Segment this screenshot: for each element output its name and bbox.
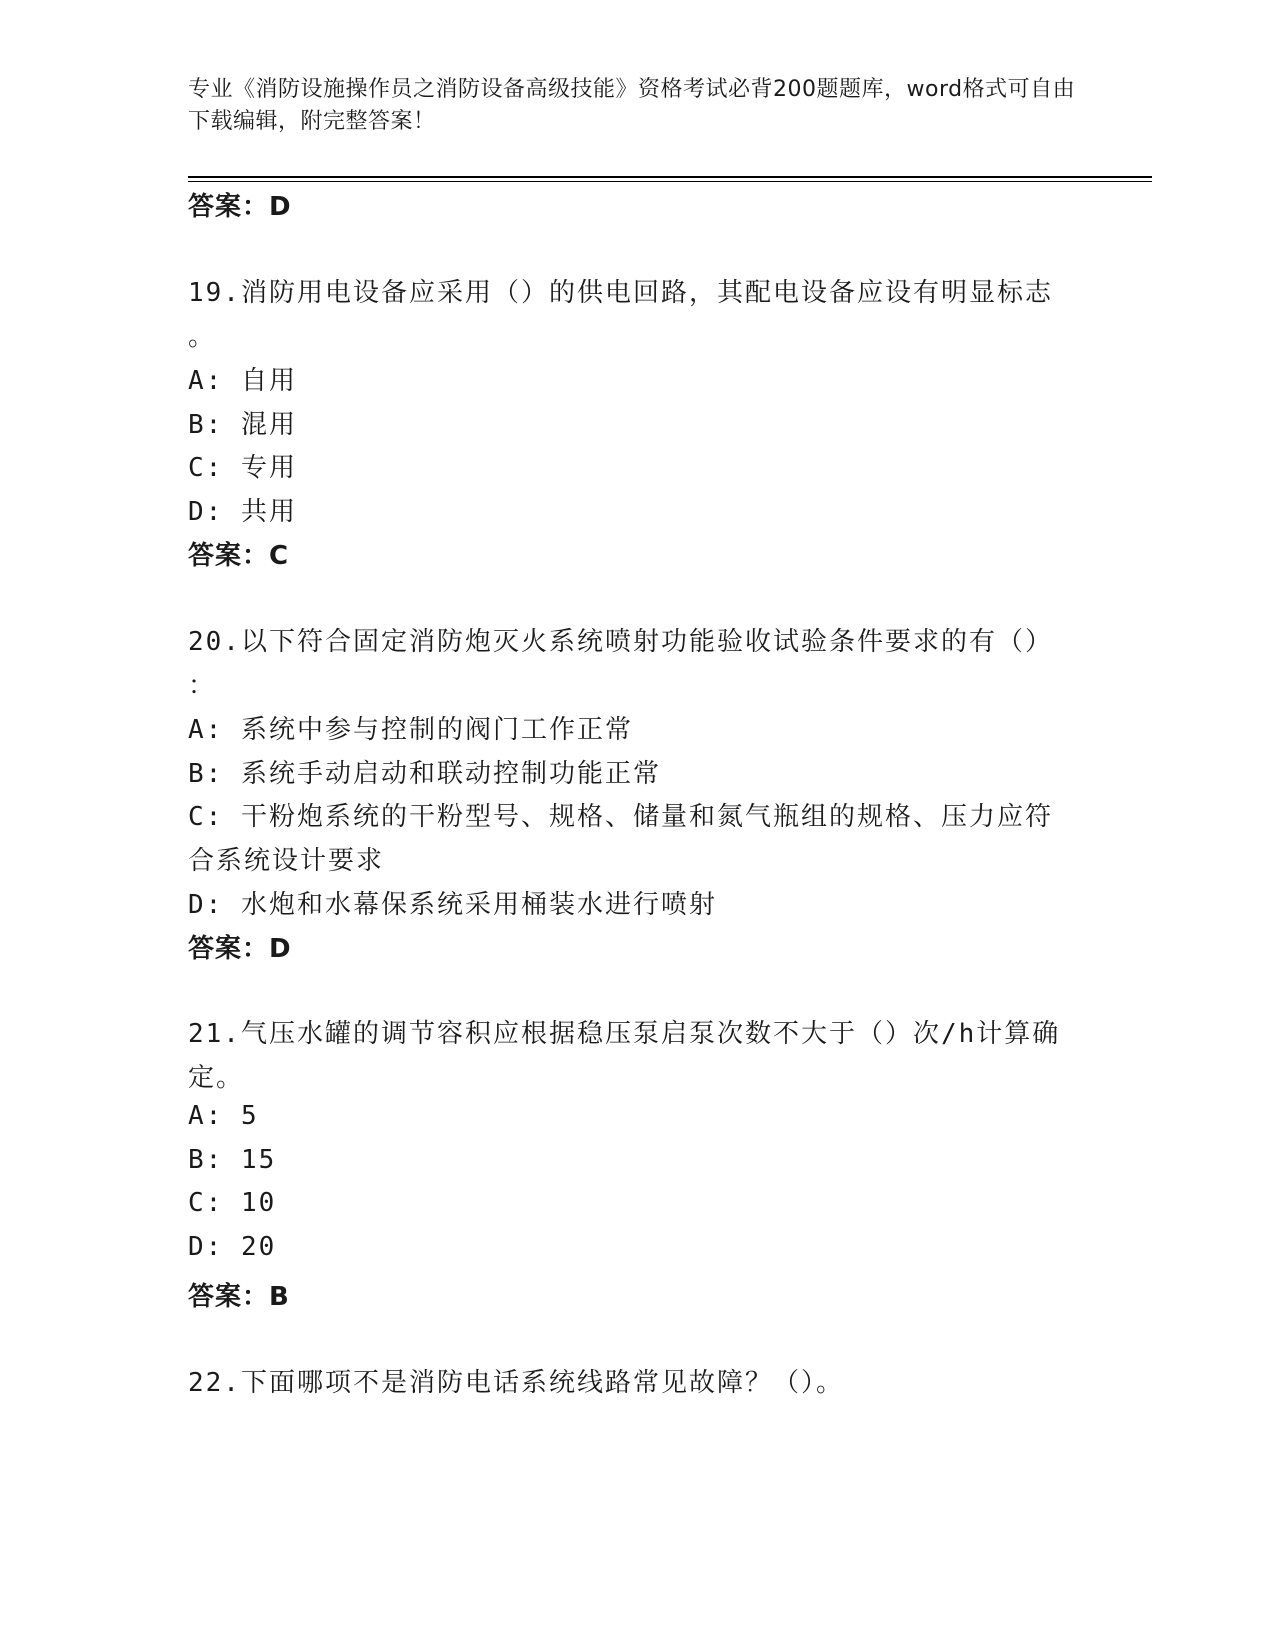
question-21-option-a: A: 5 bbox=[188, 1101, 259, 1131]
answer-line-20 bbox=[188, 928, 292, 965]
question-20-stem-cont: ： bbox=[188, 671, 217, 701]
answer-line-18 bbox=[188, 186, 292, 223]
question-20-stem: 20.以下符合固定消防炮灭火系统喷射功能验收试验条件要求的有（） bbox=[188, 627, 1053, 657]
answer-label: 答案： bbox=[188, 934, 270, 964]
question-21-option-c: C: 10 bbox=[188, 1188, 277, 1218]
question-21-option-d: D: 20 bbox=[188, 1232, 277, 1262]
header-divider-thin bbox=[188, 181, 1152, 182]
question-21-stem-cont: 定。 bbox=[188, 1063, 245, 1093]
question-19-option-c: C: 专用 bbox=[188, 453, 297, 483]
header-divider-thick bbox=[188, 176, 1152, 178]
answer-line-21 bbox=[188, 1276, 290, 1313]
question-19-option-a: A: 自用 bbox=[188, 366, 297, 396]
answer-label: 答案： bbox=[188, 541, 270, 571]
document-header: 专业《消防设施操作员之消防设备高级技能》资格考试必背200题题库，word格式可自由下载编辑，附完整答案！ bbox=[188, 77, 1076, 134]
question-20-option-b: B: 系统手动启动和联动控制功能正常 bbox=[188, 759, 661, 789]
answer-line-19 bbox=[188, 535, 289, 572]
question-19-option-b: B: 混用 bbox=[188, 410, 297, 440]
question-22-stem: 22.下面哪项不是消防电话系统线路常见故障？（）。 bbox=[188, 1368, 844, 1398]
question-21-stem: 21.气压水罐的调节容积应根据稳压泵启泵次数不大于（）次/h计算确 bbox=[188, 1019, 1061, 1049]
answer-label: 答案： bbox=[188, 192, 270, 222]
answer-label: 答案： bbox=[188, 1282, 270, 1312]
question-20-option-d: D: 水炮和水幕保系统采用桶装水进行喷射 bbox=[188, 890, 717, 920]
answer-value: B bbox=[269, 1282, 290, 1312]
question-19-option-d: D: 共用 bbox=[188, 497, 297, 527]
question-19-stem: 19.消防用电设备应采用（）的供电回路，其配电设备应设有明显标志 bbox=[188, 278, 1053, 308]
question-20-option-a: A: 系统中参与控制的阀门工作正常 bbox=[188, 715, 633, 745]
question-20-option-c: C: 干粉炮系统的干粉型号、规格、储量和氮气瓶组的规格、压力应符 bbox=[188, 802, 1053, 832]
question-21-option-b: B: 15 bbox=[188, 1145, 277, 1175]
question-20-option-c-cont: 合系统设计要求 bbox=[188, 846, 385, 876]
answer-value: D bbox=[269, 934, 292, 964]
answer-value: C bbox=[269, 541, 290, 571]
question-19-stem-cont: 。 bbox=[188, 322, 217, 352]
answer-value: D bbox=[269, 192, 292, 222]
